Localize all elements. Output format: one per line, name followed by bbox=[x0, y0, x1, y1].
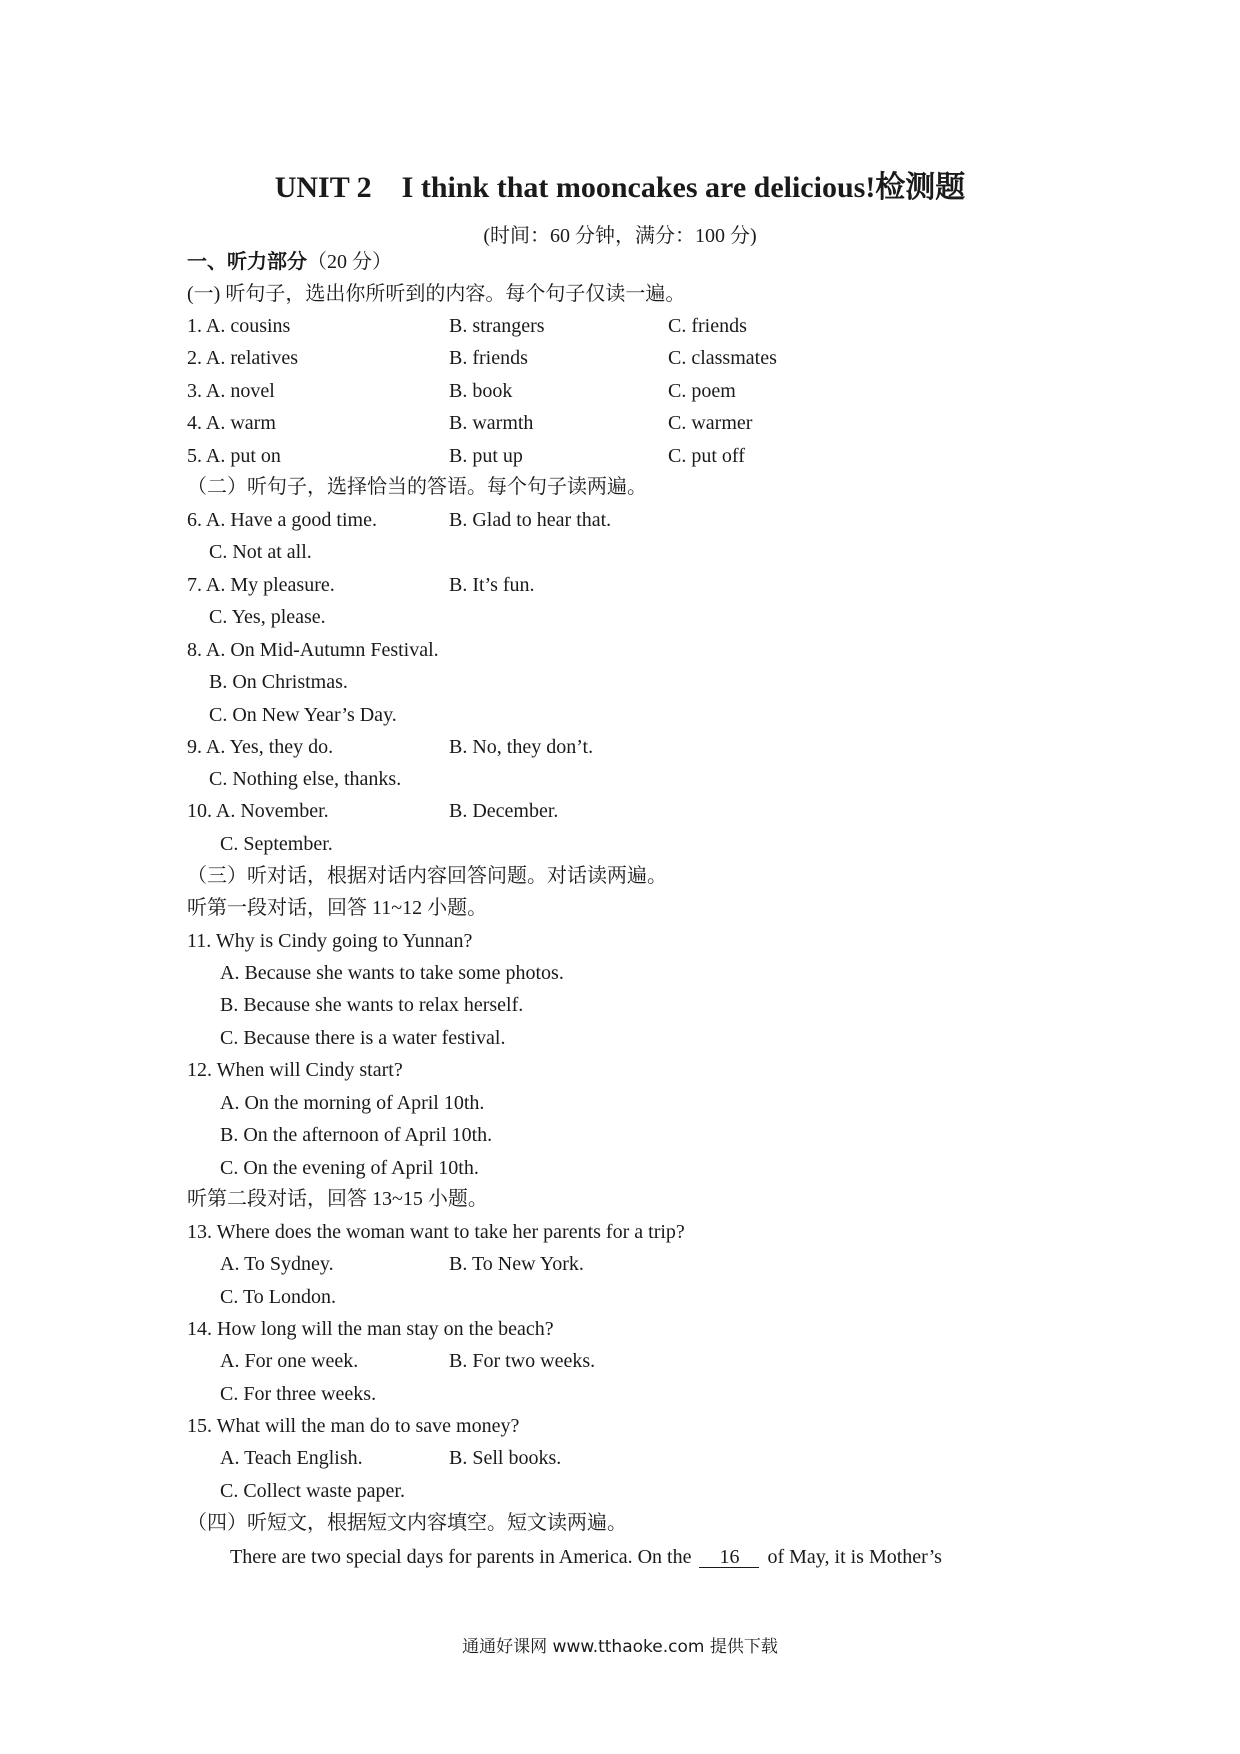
q1-option-c: C. friends bbox=[668, 315, 747, 337]
q9-option-c: C. Nothing else, thanks. bbox=[209, 768, 402, 790]
q8-option-a: 8. A. On Mid-Autumn Festival. bbox=[187, 639, 439, 661]
q5-option-a: 5. A. put on bbox=[187, 445, 281, 467]
q14-option-c: C. For three weeks. bbox=[220, 1383, 377, 1405]
q11-option-a: A. Because she wants to take some photos. bbox=[220, 962, 564, 984]
q13-question: 13. Where does the woman want to take her parents for a trip? bbox=[187, 1221, 685, 1243]
q10-option-c: C. September. bbox=[220, 833, 333, 855]
section-points: （20 分） bbox=[307, 251, 392, 273]
q9-option-b: B. No, they don’t. bbox=[449, 736, 594, 758]
q6-option-a: 6. A. Have a good time. bbox=[187, 509, 377, 531]
part3-instruction: （三）听对话，根据对话内容回答问题。对话读两遍。 bbox=[187, 865, 667, 887]
q10-option-b: B. December. bbox=[449, 800, 559, 822]
page-title: UNIT 2 I think that mooncakes are delicious!检测题 bbox=[274, 171, 966, 204]
q11-question: 11. Why is Cindy going to Yunnan? bbox=[187, 930, 473, 952]
dialog1-heading: 听第一段对话，回答 11~12 小题。 bbox=[187, 897, 488, 919]
passage-text-end: of May, it is Mother’s bbox=[767, 1546, 942, 1568]
q5-option-b: B. put up bbox=[449, 445, 523, 467]
q4-option-a: 4. A. warm bbox=[187, 412, 276, 434]
q1-option-b: B. strangers bbox=[449, 315, 545, 337]
q12-option-b: B. On the afternoon of April 10th. bbox=[220, 1124, 493, 1146]
q1-option-a: 1. A. cousins bbox=[187, 315, 291, 337]
q15-option-a: A. Teach English. bbox=[220, 1447, 363, 1469]
q3-option-c: C. poem bbox=[668, 380, 736, 402]
q6-option-c: C. Not at all. bbox=[209, 541, 312, 563]
q7-option-c: C. Yes, please. bbox=[209, 606, 326, 628]
q7-option-b: B. It’s fun. bbox=[449, 574, 535, 596]
section-heading-listening bbox=[187, 250, 392, 274]
q2-option-b: B. friends bbox=[449, 347, 528, 369]
q12-option-a: A. On the morning of April 10th. bbox=[220, 1092, 485, 1114]
q14-option-a: A. For one week. bbox=[220, 1350, 359, 1372]
q4-option-c: C. warmer bbox=[668, 412, 753, 434]
q11-option-c: C. Because there is a water festival. bbox=[220, 1027, 506, 1049]
q2-option-c: C. classmates bbox=[668, 347, 777, 369]
exam-time-score: (时间：60 分钟，满分：100 分) bbox=[483, 225, 757, 247]
q5-option-c: C. put off bbox=[668, 445, 745, 467]
q4-option-b: B. warmth bbox=[449, 412, 534, 434]
q12-option-c: C. On the evening of April 10th. bbox=[220, 1157, 479, 1179]
q12-question: 12. When will Cindy start? bbox=[187, 1059, 403, 1081]
q6-option-b: B. Glad to hear that. bbox=[449, 509, 612, 531]
q13-option-a: A. To Sydney. bbox=[220, 1253, 334, 1275]
q9-option-a: 9. A. Yes, they do. bbox=[187, 736, 334, 758]
q11-option-b: B. Because she wants to relax herself. bbox=[220, 994, 524, 1016]
q14-option-b: B. For two weeks. bbox=[449, 1350, 596, 1372]
dialog2-heading: 听第二段对话，回答 13~15 小题。 bbox=[187, 1188, 488, 1210]
q2-option-a: 2. A. relatives bbox=[187, 347, 299, 369]
q15-option-b: B. Sell books. bbox=[449, 1447, 562, 1469]
q13-option-c: C. To London. bbox=[220, 1286, 337, 1308]
q15-question: 15. What will the man do to save money? bbox=[187, 1415, 520, 1437]
part1-instruction: (一) 听句子，选出你所听到的内容。每个句子仅读一遍。 bbox=[187, 283, 686, 305]
footer-watermark: 通通好课网 www.tthaoke.com 提供下载 bbox=[462, 1637, 778, 1657]
q15-option-c: C. Collect waste paper. bbox=[220, 1480, 405, 1502]
passage-line bbox=[230, 1545, 942, 1569]
part4-instruction: （四）听短文，根据短文内容填空。短文读两遍。 bbox=[187, 1512, 627, 1534]
part2-instruction: （二）听句子，选择恰当的答语。每个句子读两遍。 bbox=[187, 476, 647, 498]
q7-option-a: 7. A. My pleasure. bbox=[187, 574, 335, 596]
q3-option-b: B. book bbox=[449, 380, 513, 402]
q13-option-b: B. To New York. bbox=[449, 1253, 584, 1275]
q8-option-c: C. On New Year’s Day. bbox=[209, 704, 397, 726]
section-title: 一、听力部分 bbox=[187, 251, 307, 273]
q8-option-b: B. On Christmas. bbox=[209, 671, 348, 693]
q3-option-a: 3. A. novel bbox=[187, 380, 275, 402]
q10-option-a: 10. A. November. bbox=[187, 800, 329, 822]
blank-16: 16 bbox=[699, 1547, 759, 1568]
passage-text-start: There are two special days for parents in America. On the bbox=[230, 1546, 692, 1568]
q14-question: 14. How long will the man stay on the beach? bbox=[187, 1318, 554, 1340]
